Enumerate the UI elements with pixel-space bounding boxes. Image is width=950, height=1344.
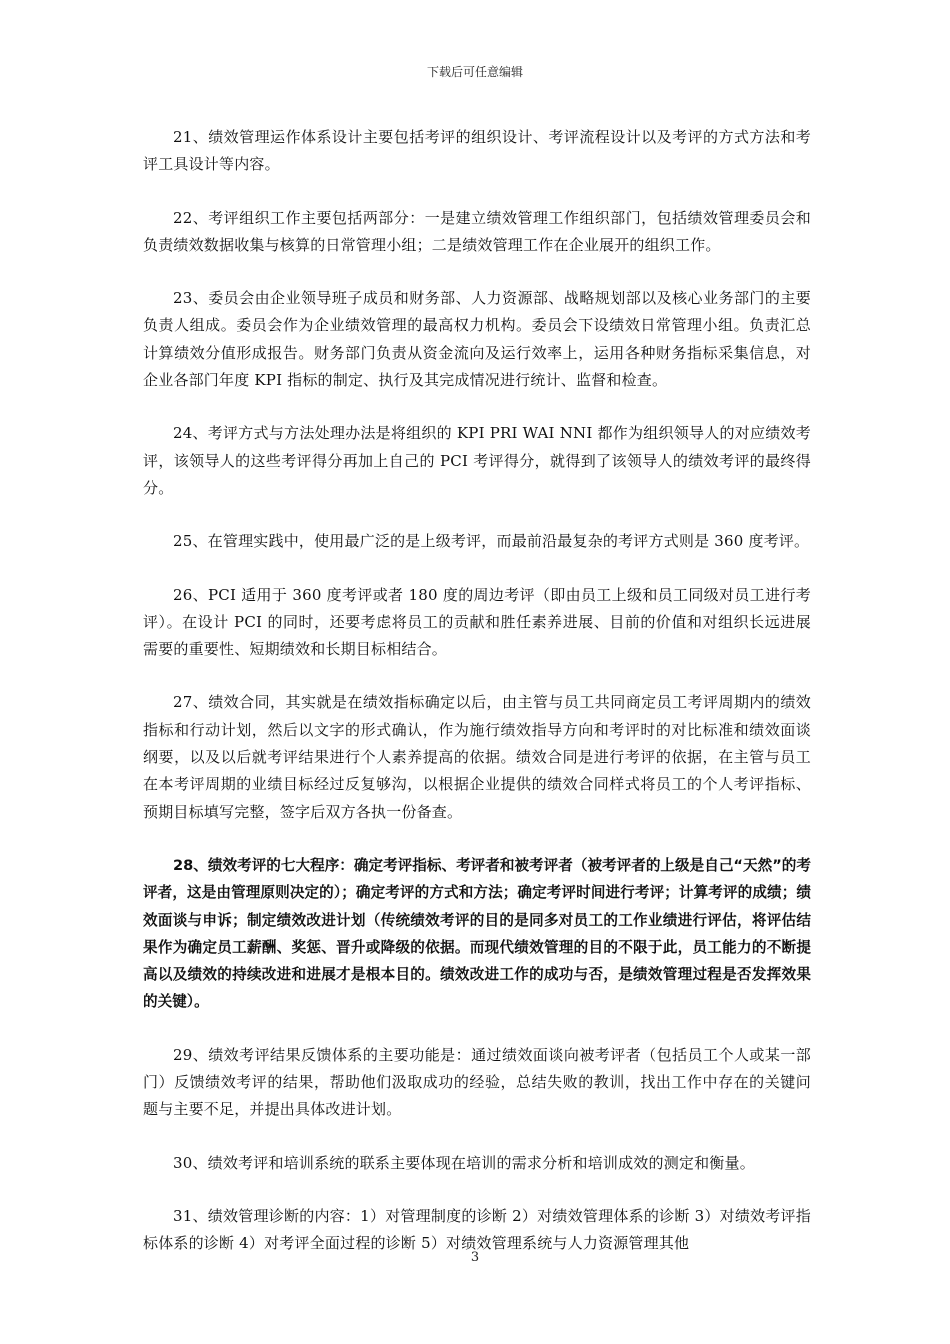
document-body bbox=[143, 124, 811, 1284]
page-header: 下载后可任意编辑 bbox=[426, 65, 523, 79]
paragraph-30: 30、绩效考评和培训系统的联系主要体现在培训的需求分析和培训成效的测定和衡量。 bbox=[173, 1153, 755, 1172]
paragraph-28: 28、绩效考评的七大程序：确定考评指标、考评者和被考评者（被考评者的上级是自己“天然”的考评者，这是由管理原则决定的）；确定考评的方式和方法；确定考评时间进行考评；计算考评的成绩；绩效面谈与申诉；制定绩效改进计划（传统绩效考评的目的是同多对员工的工作业绩进行评估，将评估结果作为确定员工薪酬、奖惩、晋升或降级的依据。而现代绩效管理的目的不限于此，员工能力的不断提高以及绩效的持续改进和进展才是根本目的。绩效改进工作的成功与否，是绩效管理过程是否发挥效果的关键）。 bbox=[143, 856, 811, 1011]
paragraph-21: 21、绩效管理运作体系设计主要包括考评的组织设计、考评流程设计以及考评的方式方法和考评工具设计等内容。 bbox=[143, 128, 811, 174]
page-number: 3 bbox=[470, 1250, 480, 1265]
paragraph-24: 24、考评方式与方法处理办法是将组织的 KPI PRI WAI NNI 都作为组织领导人的对应绩效考评，该领导人的这些考评得分再加上自己的 PCI 考评得分，就得到了该领导人的绩效考评的最终得分。 bbox=[143, 424, 811, 497]
paragraph-23: 23、委员会由企业领导班子成员和财务部、人力资源部、战略规划部以及核心业务部门的主要负责人组成。委员会作为企业绩效管理的最高权力机构。委员会下设绩效日常管理小组。负责汇总计算绩效分值形成报告。财务部门负责从资金流向及运行效率上，运用各种财务指标采集信息，对企业各部门年度 KPI 指标的制定、执行及其完成情况进行统计、监督和检查。 bbox=[143, 289, 811, 390]
paragraph-22: 22、考评组织工作主要包括两部分：一是建立绩效管理工作组织部门，包括绩效管理委员会和负责绩效数据收集与核算的日常管理小组；二是绩效管理工作在企业展开的组织工作。 bbox=[143, 208, 811, 254]
paragraph-29: 29、绩效考评结果反馈体系的主要功能是：通过绩效面谈向被考评者（包括员工个人或某一部门）反馈绩效考评的结果，帮助他们汲取成功的经验，总结失败的教训，找出工作中存在的关键问题与主要不足，并提出具体改进计划。 bbox=[143, 1045, 811, 1119]
paragraph-31: 31、绩效管理诊断的内容：1）对管理制度的诊断 2）对绩效管理体系的诊断 3）对绩效考评指标体系的诊断 4）对考评全面过程的诊断 5）对绩效管理系统与人力资源管理其他 bbox=[143, 1206, 811, 1253]
paragraph-27: 27、绩效合同，其实就是在绩效指标确定以后，由主管与员工共同商定员工考评周期内的绩效指标和行动计划，然后以文字的形式确认，作为施行绩效指导方向和考评时的对比标准和绩效面谈纲要，以及以后就考评结果进行个人素养提高的依据。绩效合同是进行考评的依据，在主管与员工在本考评周期的业绩目标经过反复够沟，以根据企业提供的绩效合同样式将员工的个人考评指标、预期目标填写完整，签字后双方各执一份备查。 bbox=[143, 693, 811, 821]
paragraph-25: 25、在管理实践中，使用最广泛的是上级考评，而最前沿最复杂的考评方式则是 360 度考评。 bbox=[173, 532, 810, 551]
paragraph-26: 26、PCI 适用于 360 度考评或者 180 度的周边考评（即由员工上级和员工同级对员工进行考评）。在设计 PCI 的同时，还要考虑将员工的贡献和胜任素养进展、目前的价值和对组织长远进展需要的重要性、短期绩效和长期目标相结合。 bbox=[143, 585, 811, 659]
